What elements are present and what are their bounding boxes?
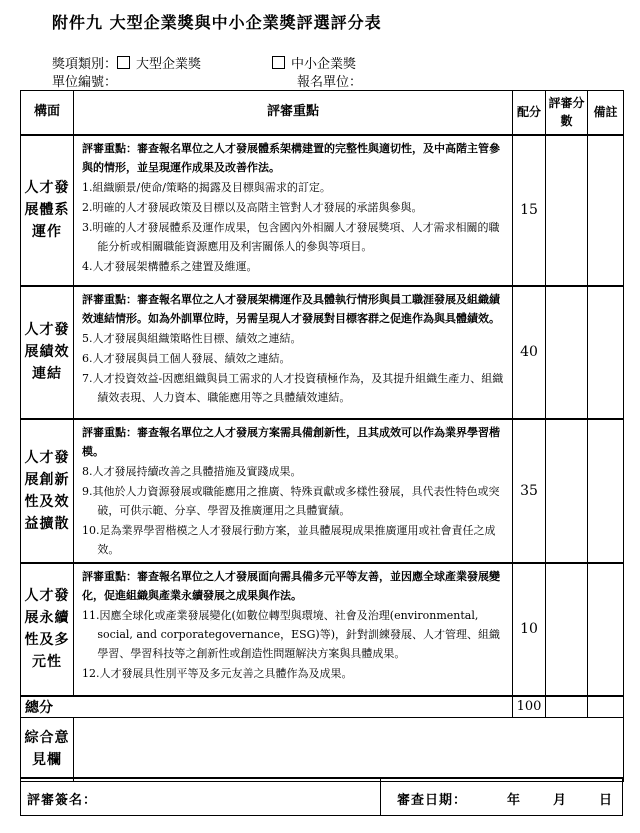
criteria-item: 7.人才投資效益-因應組織與員工需求的人才投資積極作為，及其提升組織生產力、組織績效表現、人力資本、職能應用等之具體績效連結。 xyxy=(82,371,504,404)
scoring-table xyxy=(20,90,624,782)
criteria-cell xyxy=(74,135,513,286)
allocation-cell: 10 xyxy=(513,563,546,696)
table-header-row xyxy=(21,91,624,135)
section-row xyxy=(21,419,624,563)
criteria-cell xyxy=(74,563,513,696)
applicant-label: 報名單位： xyxy=(297,75,363,90)
criteria-item: 3.明確的人才發展體系及運作成果，包含國內外相關人才發展獎項、人才需求相關的職能分析或相關職能資源應用及利害關係人的參與等項目。 xyxy=(82,220,500,253)
footer-divider xyxy=(380,779,381,815)
criteria-item: 12.人才發展具性別平等及多元友善之具體作為及成果。 xyxy=(82,666,353,680)
criteria-cell xyxy=(74,419,513,563)
review-focus: 評審重點：審查報名單位之人才發展架構運作及具體執行情形與員工職涯發展及組織績效連結情形。如為外訓單位時，另需呈現人才發展對目標客群之促進作為與具體績效。 xyxy=(82,292,500,325)
dimension-cell: 人才發展體系運作 xyxy=(21,135,74,286)
checkbox-sme[interactable] xyxy=(272,56,285,69)
footer-row xyxy=(20,777,623,816)
unit-no-label: 單位編號： xyxy=(52,75,118,90)
comments-label: 綜合意見欄 xyxy=(21,717,74,781)
review-focus: 評審重點：審查報名單位之人才發展面向需具備多元平等友善，並因應全球產業發展變化，促進組織與產業永續發展之成果與作法。 xyxy=(82,569,500,602)
year-label: 年 xyxy=(507,793,521,808)
day-label: 日 xyxy=(599,793,613,808)
section-row xyxy=(21,135,624,286)
remarks-input-cell[interactable] xyxy=(588,563,624,696)
total-score-cell[interactable] xyxy=(546,696,588,718)
score-input-cell[interactable] xyxy=(546,419,588,563)
criteria-cell xyxy=(74,286,513,419)
criteria-item: 8.人才發展持續改善之具體措施及實踐成果。 xyxy=(82,464,302,478)
total-remarks-cell[interactable] xyxy=(588,696,624,718)
criteria-item: 11.因應全球化或產業發展變化(如數位轉型與環境、社會及治理(environmental, social, and corporategovernance，ESG)等)，針對訓練發展、人才管理、組織學習、學習科技等之創新性或創造性問題解決方案與具體成果。 xyxy=(82,608,501,660)
criteria-item: 2.明確的人才發展政策及目標以及高階主管對人才發展的承諾與參與。 xyxy=(82,200,423,214)
review-focus: 評審重點：審查報名單位之人才發展方案需具備創新性，且其成效可以作為業界學習楷模。 xyxy=(82,425,500,458)
comments-input-cell[interactable] xyxy=(74,717,624,781)
criteria-item: 5.人才發展與組織策略性目標、績效之連結。 xyxy=(82,331,302,345)
score-input-cell[interactable] xyxy=(546,286,588,419)
option-sme: 中小企業獎 xyxy=(291,57,357,72)
total-label: 總分 xyxy=(21,696,513,718)
allocation-cell: 40 xyxy=(513,286,546,419)
allocation-cell: 35 xyxy=(513,419,546,563)
award-type-label: 獎項類別： xyxy=(52,57,118,72)
criteria-item: 10.足為業界學習楷模之人才發展行動方案，並具體展現成果推廣運用或社會責任之成效。 xyxy=(82,523,496,556)
header-allocation: 配分 xyxy=(513,91,546,135)
criteria-item: 1.組織願景/使命/策略的揭露及目標與需求的訂定。 xyxy=(82,180,331,194)
dimension-cell: 人才發展永續性及多元性 xyxy=(21,563,74,696)
header-dimension: 構面 xyxy=(21,91,74,135)
comments-row xyxy=(21,717,624,781)
total-row xyxy=(21,696,624,718)
review-date-label: 審查日期： xyxy=(397,793,468,808)
checkbox-large-enterprise[interactable] xyxy=(117,56,130,69)
remarks-input-cell[interactable] xyxy=(588,286,624,419)
criteria-item: 4.人才發展架構體系之建置及維運。 xyxy=(82,259,258,273)
document-title: 附件九 大型企業獎與中小企業獎評選評分表 xyxy=(52,13,382,32)
section-row xyxy=(21,563,624,696)
section-row xyxy=(21,286,624,419)
score-input-cell[interactable] xyxy=(546,135,588,286)
header-remarks: 備註 xyxy=(588,91,624,135)
allocation-cell: 15 xyxy=(513,135,546,286)
header-score: 評審分數 xyxy=(546,91,588,135)
review-focus: 評審重點：審查報名單位之人才發展體系架構建置的完整性與適切性，及中高階主管參與的情形，並呈現運作成果及改善作法。 xyxy=(82,141,500,174)
month-label: 月 xyxy=(553,793,567,808)
option-large-enterprise: 大型企業獎 xyxy=(136,57,202,72)
award-type-row xyxy=(52,53,201,72)
award-type-sme-row xyxy=(272,53,356,72)
dimension-cell: 人才發展創新性及效益擴散 xyxy=(21,419,74,563)
criteria-item: 6.人才發展與員工個人發展、績效之連結。 xyxy=(82,351,291,365)
total-value: 100 xyxy=(513,696,546,718)
header-criteria: 評審重點 xyxy=(74,91,513,135)
remarks-input-cell[interactable] xyxy=(588,419,624,563)
criteria-item: 9.其他於人力資源發展或職能應用之推廣、特殊貢獻或多樣性發展，具代表性特色或突破，可供示範、分享、學習及推廣運用之具體實績。 xyxy=(82,484,500,517)
score-input-cell[interactable] xyxy=(546,563,588,696)
signature-label: 評審簽名： xyxy=(27,793,98,808)
dimension-cell: 人才發展績效連結 xyxy=(21,286,74,419)
remarks-input-cell[interactable] xyxy=(588,135,624,286)
